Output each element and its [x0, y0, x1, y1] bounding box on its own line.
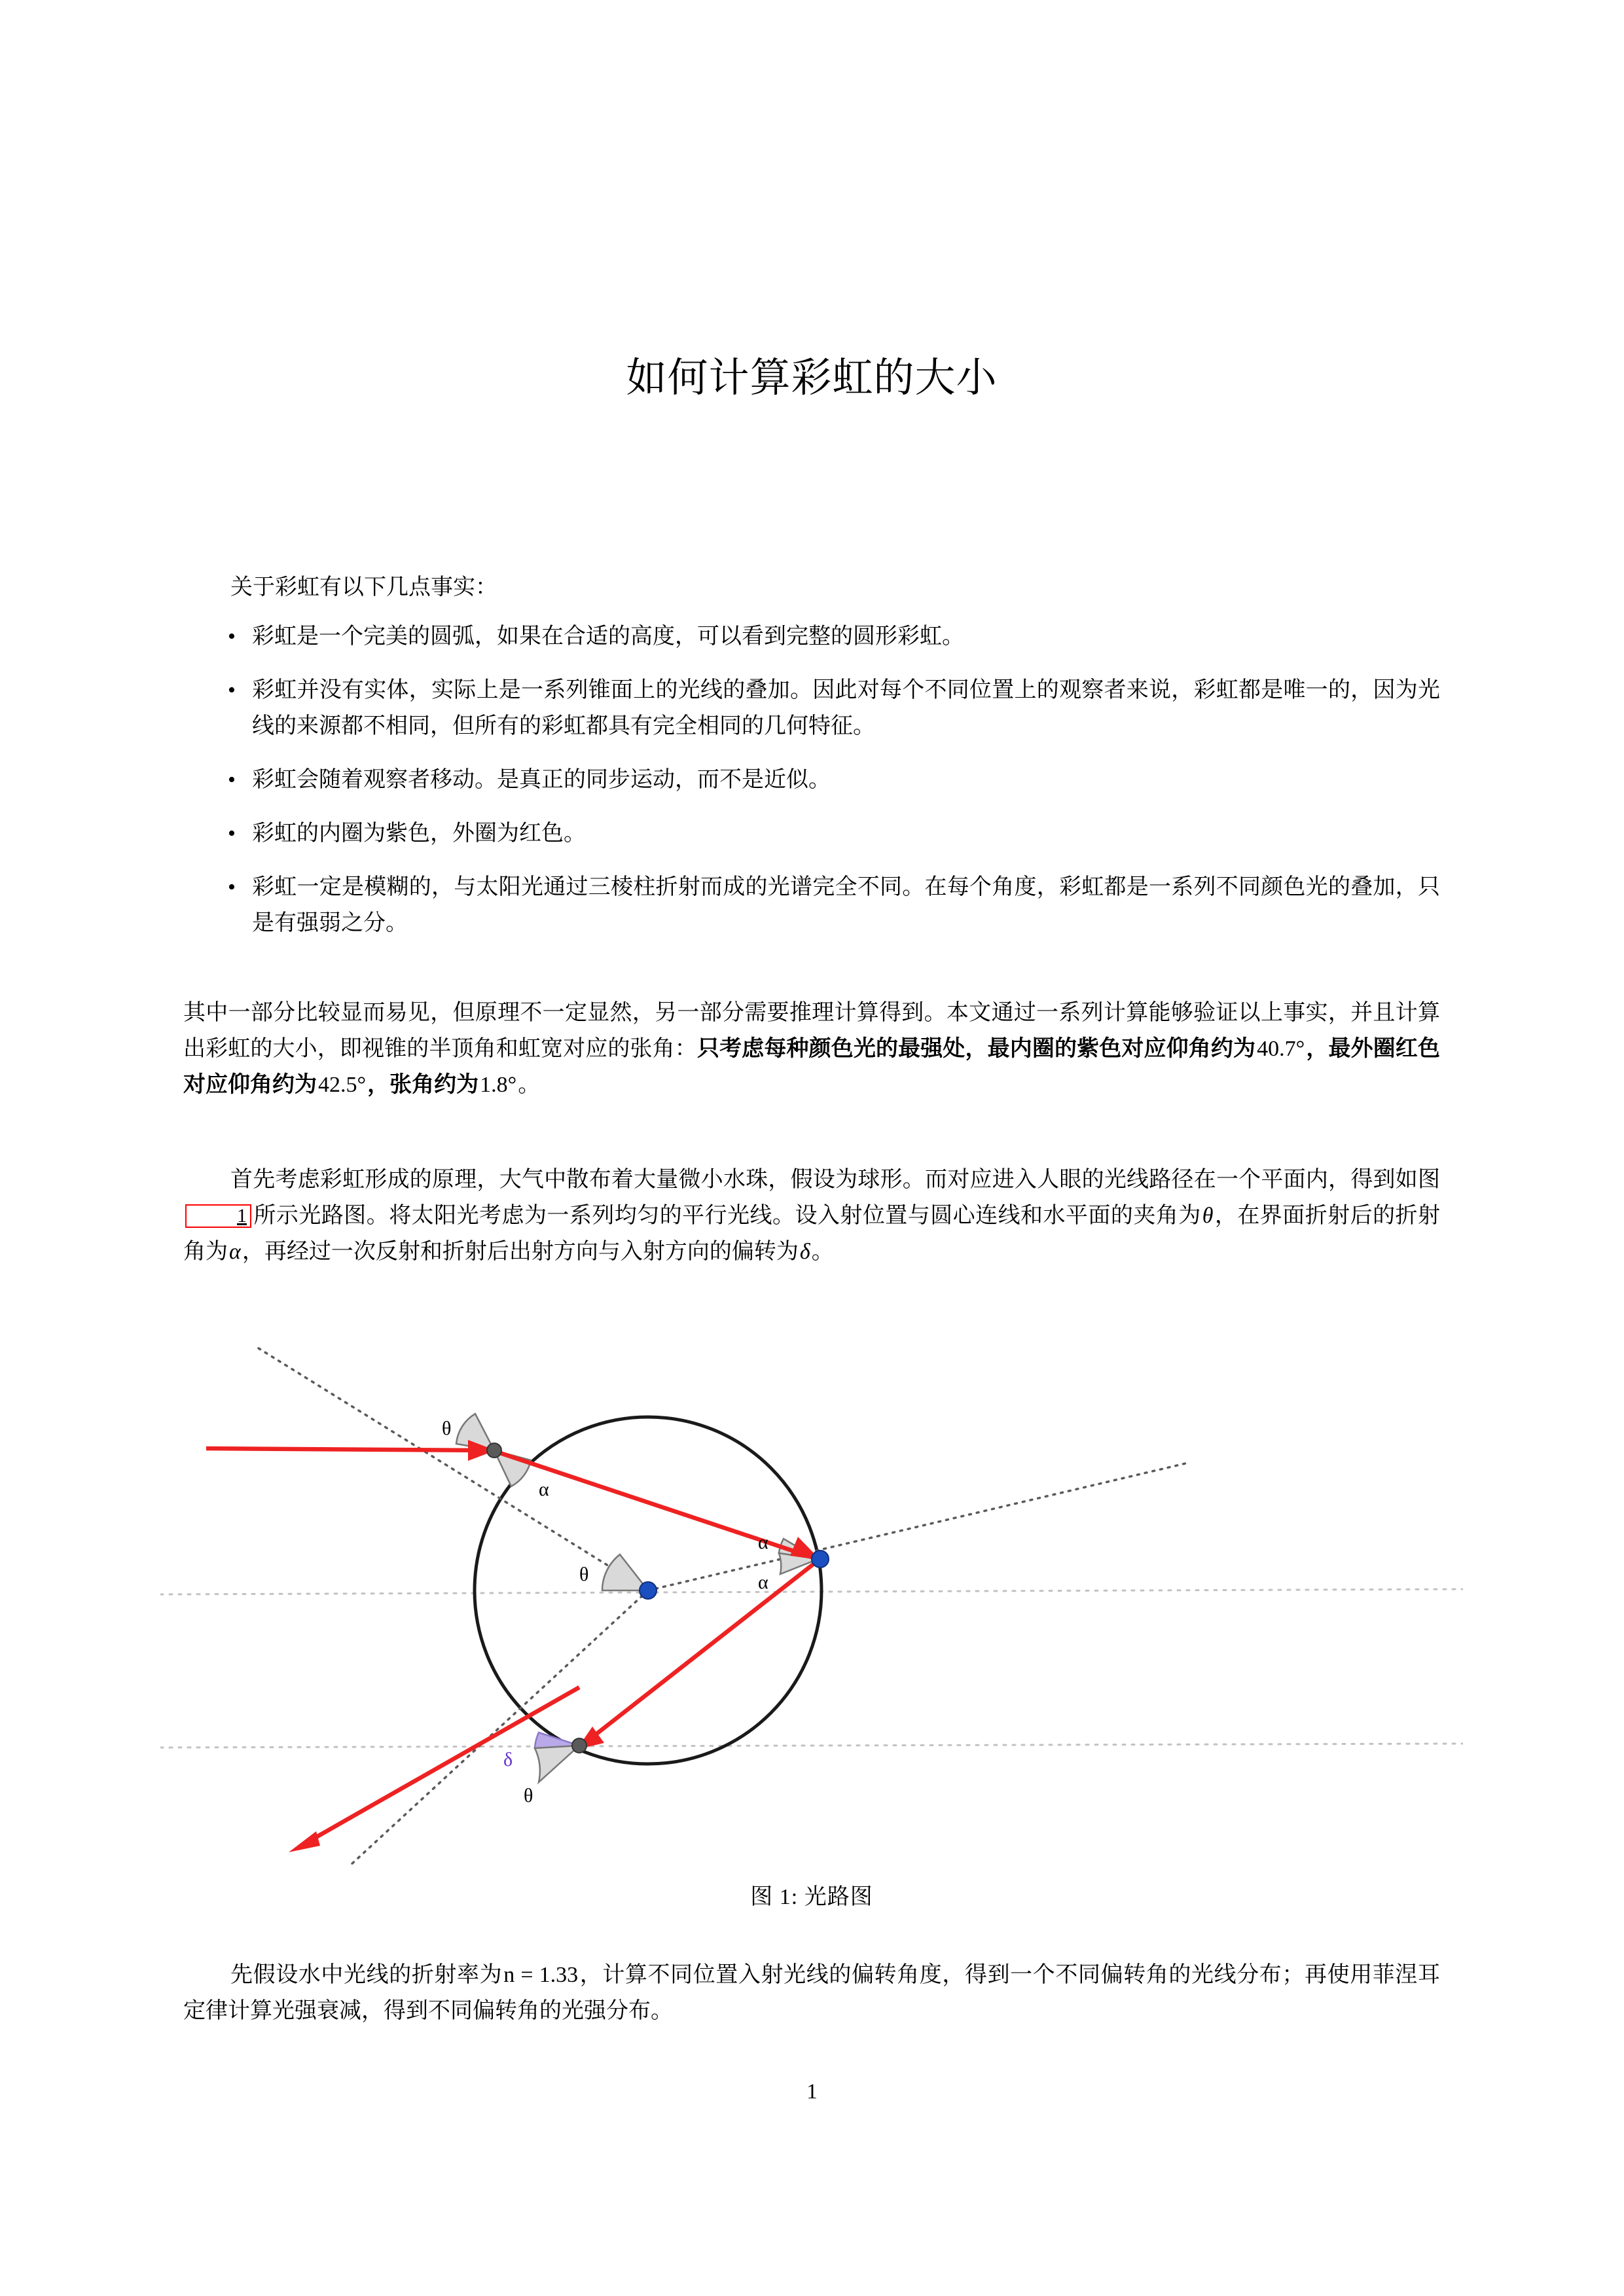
list-item: [183, 619, 1440, 655]
list-item-text: 彩虹是一个完美的圆弧，如果在合适的高度，可以看到完整的圆形彩虹。: [252, 624, 964, 649]
label-exit-theta: θ: [524, 1785, 533, 1806]
label-reflect-alpha-lower: α: [758, 1571, 768, 1593]
normal-line-reflect: [648, 1463, 1188, 1590]
value-red-elevation: 42.5°: [318, 1073, 367, 1098]
label-entry-theta: θ: [442, 1418, 452, 1439]
exit-ray: [301, 1687, 579, 1846]
list-item-text: 彩虹会随着观察者移动。是真正的同步运动，而不是近似。: [252, 768, 831, 793]
principle-part-c: ，在界面折射后的折射角为: [183, 1204, 1441, 1265]
angle-wedge-exit-theta: [535, 1746, 579, 1782]
value-span-angle: 1.8°: [480, 1073, 517, 1098]
method-part-a: 先假设水中光线的折射率为: [230, 1963, 503, 1987]
results-bold-a: 只考虑每种颜色光的最强处，最内圈的紫色对应仰角约为: [696, 1037, 1256, 1062]
list-item-text: 彩虹并没有实体，实际上是一系列锥面上的光线的叠加。因此对每个不同位置上的观察者来说，彩虹都是唯一的，因为光线的来源都不相同，但所有的彩虹都具有完全相同的几何特征。: [252, 678, 1440, 739]
principle-part-a: 首先考虑彩虹形成的原理，大气中散布着大量微小水珠，假设为球形。而对应进入人眼的光线路径在一个平面内，得到如图: [230, 1168, 1440, 1192]
symbol-delta: δ: [799, 1240, 810, 1265]
value-violet-elevation: 40.7°: [1257, 1037, 1305, 1062]
paragraph-results: [183, 995, 1440, 1103]
normal-line-entry: [259, 1348, 648, 1590]
figure-reference-link[interactable]: 1: [185, 1204, 251, 1228]
results-bold-c: ，张角约为: [367, 1073, 479, 1098]
label-exit-delta: δ: [503, 1749, 513, 1770]
label-entry-alpha: α: [539, 1479, 549, 1500]
label-center-theta: θ: [579, 1564, 589, 1585]
label-reflect-alpha-upper: α: [758, 1532, 768, 1553]
horizontal-axis-center-line: [160, 1589, 1463, 1594]
list-item: [183, 816, 1440, 852]
list-item: [183, 869, 1440, 941]
paragraph-principle: [183, 1162, 1440, 1270]
bullet-glyph: •: [228, 768, 236, 793]
symbol-alpha: α: [229, 1240, 241, 1265]
results-lead-text: 其中一部分比较显而易见，但原理不一定显然，另一部分需要推理计算得到。本文通过一系列计算能够验证以上事实，并且计算出彩虹的大小，即视锥的半顶角和虹宽对应的张角：: [183, 1001, 1440, 1062]
results-tail: 。: [518, 1073, 541, 1098]
incident-ray: [206, 1448, 488, 1450]
exit-ray-arrowhead: [289, 1831, 320, 1852]
figure-caption: 图 1: 光路图: [750, 1885, 873, 1909]
figure-light-path: [160, 1329, 1463, 1910]
entry-point-marker: [487, 1443, 501, 1458]
paragraph-block-method: [183, 1957, 1440, 2029]
method-part-b: ，计算不同位置入射光线的偏转角度，得到一个不同偏转角的光线分布；再使用菲涅耳定律计算光强衰减，得到不同偏转角的光强分布。: [183, 1963, 1441, 2024]
light-ray-group: [206, 1440, 820, 1852]
results-bold-b: ，最外圈红色对应仰角约为: [183, 1037, 1441, 1098]
exit-point-marker: [572, 1738, 586, 1753]
bullet-glyph: •: [228, 624, 236, 649]
list-item-text: 彩虹一定是模糊的，与太阳光通过三棱柱折射而成的光谱完全不同。在每个角度，彩虹都是一系列不同颜色光的叠加，只是有强弱之分。: [252, 875, 1440, 936]
symbol-theta: θ: [1202, 1204, 1214, 1229]
bullet-glyph: •: [228, 821, 236, 846]
list-item: [183, 762, 1440, 798]
facts-list: [183, 619, 1440, 960]
intro-lead-in: 关于彩虹有以下几点事实：: [230, 575, 497, 600]
principle-part-b: 所示光路图。将太阳光考虑为一系列均匀的平行光线。设入射位置与圆心连线和水平面的夹角为: [253, 1204, 1201, 1229]
bullet-glyph: •: [228, 875, 236, 900]
principle-part-d: ，再经过一次反射和折射后出射方向与入射方向的偏转为: [242, 1240, 799, 1265]
list-item: [183, 672, 1440, 744]
paragraph-block-principle: [183, 1162, 1440, 1270]
principle-part-e: 。: [811, 1240, 834, 1265]
list-item-text: 彩虹的内圈为紫色，外圈为红色。: [252, 821, 586, 846]
bullet-glyph: •: [228, 678, 236, 703]
paragraph-block-results: [183, 995, 1440, 1103]
paragraph-method: [183, 1957, 1440, 2029]
horizontal-axis-exit-line: [160, 1744, 1463, 1748]
reflection-point-marker: [812, 1551, 829, 1568]
page-number: 1: [806, 2080, 818, 2104]
refractive-index-expression: n = 1.33: [503, 1963, 579, 1987]
circle-center-marker: [640, 1582, 657, 1599]
page-title: 如何计算彩虹的大小: [626, 356, 998, 401]
light-path-diagram: [160, 1329, 1463, 1872]
